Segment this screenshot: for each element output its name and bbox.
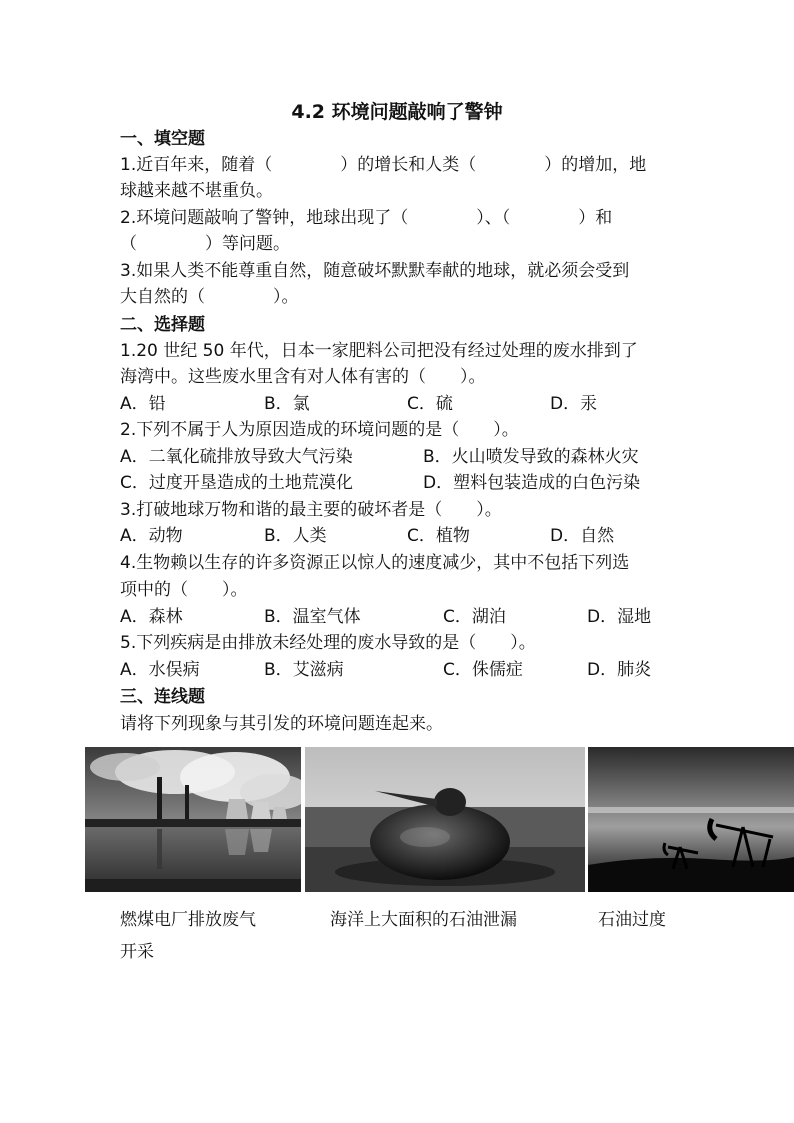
section-heading-choice: 二、选择题 [120, 315, 205, 335]
fill-line-2: 球越来越不堪重负。 [120, 181, 273, 201]
q1-option-d: D．汞 [550, 394, 598, 414]
caption-oil-overexploit: 石油过度 [598, 910, 666, 930]
caption-oil-spill: 海洋上大面积的石油泄漏 [330, 910, 517, 930]
q5-line-1: 5.下列疾病是由排放未经处理的废水导致的是（ ）。 [120, 633, 536, 653]
q1-line-1: 1.20 世纪 50 年代，日本一家肥料公司把没有经过处理的废水排到了 [120, 341, 638, 361]
q5-option-d: D．肺炎 [587, 660, 652, 680]
q4-option-b: B．温室气体 [264, 607, 361, 627]
q3-option-b: B．人类 [264, 526, 327, 546]
power-plant-photo [85, 747, 301, 892]
fill-line-6: 大自然的（ ）。 [120, 287, 299, 307]
q1-line-2: 海湾中。这些废水里含有对人体有害的（ ）。 [120, 367, 486, 387]
q3-option-d: D．自然 [550, 526, 615, 546]
q3-line-1: 3.打破地球万物和谐的最主要的破坏者是（ ）。 [120, 500, 502, 520]
q4-line-1: 4.生物赖以生存的许多资源正以惊人的速度减少，其中不包括下列选 [120, 553, 630, 573]
q5-option-a: A．水俣病 [120, 660, 200, 680]
fill-line-1: 1.近百年来，随着（ ）的增长和人类（ ）的增加，地 [120, 155, 647, 175]
q5-option-c: C．侏儒症 [443, 660, 523, 680]
q2-line-1: 2.下列不属于人为原因造成的环境问题的是（ ）。 [120, 420, 519, 440]
q2-option-d: D．塑料包装造成的白色污染 [423, 473, 641, 493]
q3-option-a: A．动物 [120, 526, 183, 546]
q4-option-d: D．湿地 [587, 607, 652, 627]
fill-line-5: 3.如果人类不能尊重自然，随意破坏默默奉献的地球，就必须会受到 [120, 261, 630, 281]
caption-oil-overexploit-cont: 开采 [120, 942, 154, 962]
fill-line-3: 2.环境问题敲响了警钟，地球出现了（ ）、（ ）和 [120, 208, 613, 228]
q4-option-a: A．森林 [120, 607, 183, 627]
section-heading-fill: 一、填空题 [120, 129, 205, 149]
q2-option-b: B．火山喷发导致的森林火灾 [423, 447, 639, 467]
q1-option-a: A．铅 [120, 394, 166, 414]
oil-bird-photo [305, 747, 585, 892]
q1-option-b: B．氯 [264, 394, 310, 414]
q1-option-c: C．硫 [407, 394, 453, 414]
match-instruction: 请将下列现象与其引发的环境问题连起来。 [120, 714, 443, 734]
q4-option-c: C．湖泊 [443, 607, 506, 627]
page-title: 4.2 环境问题敲响了警钟 [291, 101, 503, 123]
q2-option-c: C．过度开垦造成的土地荒漠化 [120, 473, 353, 493]
section-heading-match: 三、连线题 [120, 687, 205, 707]
caption-power-plant: 燃煤电厂排放废气 [120, 910, 256, 930]
q3-option-c: C．植物 [407, 526, 470, 546]
q5-option-b: B．艾滋病 [264, 660, 344, 680]
oil-pump-photo [588, 747, 794, 892]
q2-option-a: A．二氧化硫排放导致大气污染 [120, 447, 353, 467]
fill-line-4: （ ）等问题。 [120, 234, 290, 254]
q4-line-2: 项中的（ ）。 [120, 580, 248, 600]
